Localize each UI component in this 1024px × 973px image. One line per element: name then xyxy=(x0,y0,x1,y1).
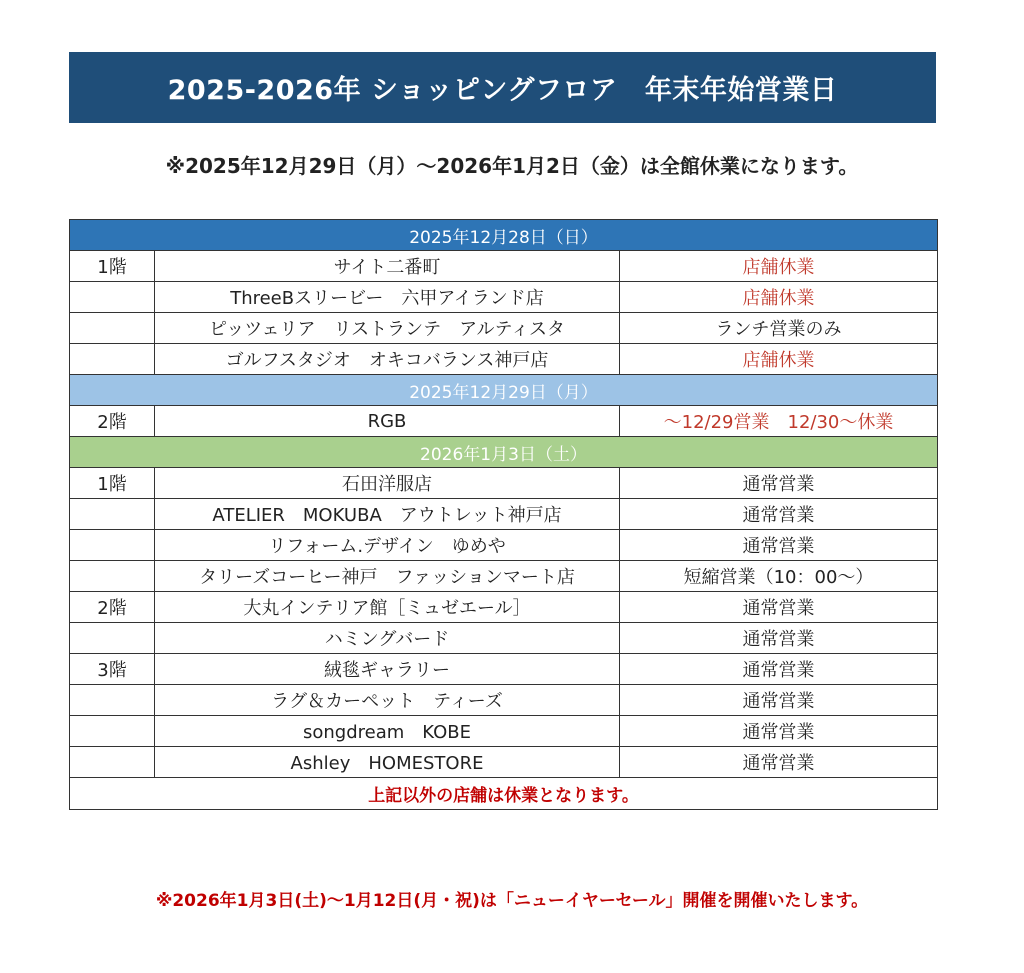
table-row xyxy=(70,468,938,499)
floor-cell xyxy=(70,685,155,716)
shop-cell: ゴルフスタジオ オキコバランス神戸店 xyxy=(155,344,620,375)
status-cell: ～12/29営業 12/30～休業 xyxy=(620,406,938,437)
shop-cell: songdream KOBE xyxy=(155,716,620,747)
status-cell: 短縮営業（10：00～） xyxy=(620,561,938,592)
table-row xyxy=(70,654,938,685)
floor-cell xyxy=(70,344,155,375)
shop-cell: 大丸インテリア館［ミュゼエール］ xyxy=(155,592,620,623)
closure-notice: ※2025年12月29日（月）～2026年1月2日（金）は全館休業になります。 xyxy=(165,154,859,178)
status-cell: 通常営業 xyxy=(620,468,938,499)
shop-cell: 絨毯ギャラリー xyxy=(155,654,620,685)
table-row xyxy=(70,747,938,778)
floor-cell: 1階 xyxy=(70,468,155,499)
status-cell: 通常営業 xyxy=(620,530,938,561)
shop-cell: ピッツェリア リストランテ アルティスタ xyxy=(155,313,620,344)
table-footer-row xyxy=(70,778,938,810)
shop-cell: 石田洋服店 xyxy=(155,468,620,499)
page-title: 2025-2026年 ショッピングフロア 年末年始営業日 xyxy=(69,52,936,123)
date-header-row xyxy=(70,437,938,468)
status-cell: 通常営業 xyxy=(620,499,938,530)
status-cell: 店舗休業 xyxy=(620,251,938,282)
floor-cell xyxy=(70,747,155,778)
shop-cell: ATELIER MOKUBA アウトレット神戸店 xyxy=(155,499,620,530)
table-row xyxy=(70,499,938,530)
status-cell: 通常営業 xyxy=(620,685,938,716)
sale-footnote: ※2026年1月3日(土)～1月12日(月・祝)は「ニューイヤーセール」開催を開催いたします。 xyxy=(155,891,869,911)
status-cell: 通常営業 xyxy=(620,592,938,623)
table-row xyxy=(70,561,938,592)
status-cell: 通常営業 xyxy=(620,623,938,654)
floor-cell xyxy=(70,499,155,530)
date-header: 2026年1月3日（土） xyxy=(70,437,938,468)
floor-cell: 2階 xyxy=(70,406,155,437)
shop-cell: Ashley HOMESTORE xyxy=(155,747,620,778)
shop-cell: ThreeBスリービー 六甲アイランド店 xyxy=(155,282,620,313)
table-row xyxy=(70,251,938,282)
date-header: 2025年12月29日（月） xyxy=(70,375,938,406)
floor-cell xyxy=(70,282,155,313)
table-row xyxy=(70,282,938,313)
date-header-row xyxy=(70,375,938,406)
floor-cell xyxy=(70,561,155,592)
shop-cell: タリーズコーヒー神戸 ファッションマート店 xyxy=(155,561,620,592)
status-cell: 店舗休業 xyxy=(620,282,938,313)
shop-cell: RGB xyxy=(155,406,620,437)
date-header: 2025年12月28日（日） xyxy=(70,220,938,251)
date-header-row xyxy=(70,220,938,251)
floor-cell xyxy=(70,716,155,747)
shop-cell: ハミングバード xyxy=(155,623,620,654)
status-cell: 通常営業 xyxy=(620,747,938,778)
table-row xyxy=(70,716,938,747)
floor-cell xyxy=(70,530,155,561)
floor-cell: 2階 xyxy=(70,592,155,623)
schedule-table xyxy=(69,219,938,810)
table-row xyxy=(70,406,938,437)
table-row xyxy=(70,344,938,375)
status-cell: ランチ営業のみ xyxy=(620,313,938,344)
shop-cell: リフォーム.デザイン ゆめや xyxy=(155,530,620,561)
table-row xyxy=(70,530,938,561)
floor-cell: 1階 xyxy=(70,251,155,282)
status-cell: 店舗休業 xyxy=(620,344,938,375)
floor-cell: 3階 xyxy=(70,654,155,685)
status-cell: 通常営業 xyxy=(620,716,938,747)
floor-cell xyxy=(70,313,155,344)
status-cell: 通常営業 xyxy=(620,654,938,685)
table-row xyxy=(70,685,938,716)
table-row xyxy=(70,313,938,344)
shop-cell: サイト二番町 xyxy=(155,251,620,282)
floor-cell xyxy=(70,623,155,654)
table-footer-note: 上記以外の店舗は休業となります。 xyxy=(70,778,938,810)
table-row xyxy=(70,623,938,654)
table-row xyxy=(70,592,938,623)
shop-cell: ラグ＆カーペット ティーズ xyxy=(155,685,620,716)
